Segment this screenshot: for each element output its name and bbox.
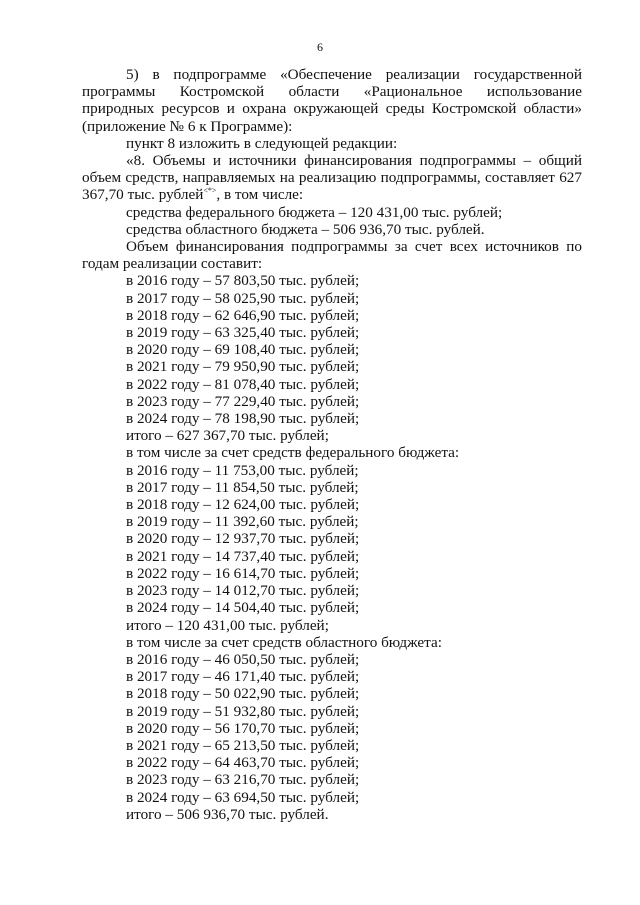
federal-heading: в том числе за счет средств федерального бюджета: — [126, 444, 460, 462]
list-item: в 2021 году – 79 950,90 тыс. рублей; — [126, 358, 360, 376]
list-item: в 2019 году – 11 392,60 тыс. рублей; — [126, 513, 359, 531]
intro-continuation: природных ресурсов и охрана окружающей среды Костромской области» (приложение № 6 к Программе): — [82, 100, 582, 135]
list-item: в 2023 году – 77 229,40 тыс. рублей; — [126, 392, 360, 410]
document-body — [82, 66, 582, 823]
source-federal: средства федерального бюджета – 120 431,00 тыс. рублей; — [126, 203, 503, 221]
federal-list — [82, 462, 582, 634]
item8-text: «8. Объемы и источники финансирования подпрограммы – общий объем средств, направляемых на реализацию подпрограммы, составляет 627 367,70 тыс. рублей — [82, 152, 582, 204]
list-item: в 2021 году – 14 737,40 тыс. рублей; — [126, 547, 360, 565]
list-item: в 2017 году – 58 025,90 тыс. рублей; — [126, 289, 360, 307]
regional-list — [82, 651, 582, 823]
list-item: в 2017 году – 46 171,40 тыс. рублей; — [126, 668, 360, 686]
regional-heading: в том числе за счет средств областного бюджета: — [126, 633, 442, 651]
list-item: в 2016 году – 46 050,50 тыс. рублей; — [126, 650, 360, 668]
by-year-intro: Объем финансирования подпрограммы за счет всех источников по годам реализации составит: — [82, 238, 582, 273]
list-item: в 2018 году – 50 022,90 тыс. рублей; — [126, 685, 360, 703]
list-total: итого – 120 431,00 тыс. рублей; — [126, 616, 329, 634]
intro-line-2: программы Костромской области «Рациональное использование — [82, 83, 582, 101]
item8-text-after: , в том числе: — [216, 186, 304, 204]
list-item: в 2020 году – 69 108,40 тыс. рублей; — [126, 341, 360, 359]
intro-line-1: 5) в подпрограмме «Обеспечение реализации государственной — [126, 66, 582, 83]
instruction-paragraph: пункт 8 изложить в следующей редакции: — [126, 134, 398, 152]
list-item: в 2023 году – 14 012,70 тыс. рублей; — [126, 582, 360, 600]
list-item: в 2020 году – 56 170,70 тыс. рублей; — [126, 719, 360, 737]
list-item: в 2021 году – 65 213,50 тыс. рублей; — [126, 736, 360, 754]
list-item: в 2024 году – 78 198,90 тыс. рублей; — [126, 410, 360, 428]
list-item: в 2024 году – 63 694,50 тыс. рублей; — [126, 788, 360, 806]
list-item: в 2022 году – 81 078,40 тыс. рублей; — [126, 375, 360, 393]
list-item: в 2022 году – 16 614,70 тыс. рублей; — [126, 564, 360, 582]
list-total: итого – 506 936,70 тыс. рублей. — [126, 805, 329, 823]
all-sources-list — [82, 272, 582, 444]
footnote-mark: <*> — [203, 186, 217, 196]
list-item: в 2019 году – 51 932,80 тыс. рублей; — [126, 702, 360, 720]
list-item: в 2024 году – 14 504,40 тыс. рублей; — [126, 599, 360, 617]
list-item: в 2016 году – 11 753,00 тыс. рублей; — [126, 461, 359, 479]
list-item: в 2016 году – 57 803,50 тыс. рублей; — [126, 272, 360, 290]
list-item: в 2019 году – 63 325,40 тыс. рублей; — [126, 324, 360, 342]
item8-paragraph — [82, 152, 582, 204]
list-item: в 2020 году – 12 937,70 тыс. рублей; — [126, 530, 360, 548]
list-item: в 2018 году – 12 624,00 тыс. рублей; — [126, 496, 360, 514]
source-regional: средства областного бюджета – 506 936,70 тыс. рублей. — [126, 220, 485, 238]
list-total: итого – 627 367,70 тыс. рублей; — [126, 427, 329, 445]
list-item: в 2017 году – 11 854,50 тыс. рублей; — [126, 478, 359, 496]
page-number: 6 — [317, 40, 323, 54]
list-item: в 2018 году – 62 646,90 тыс. рублей; — [126, 306, 360, 324]
list-item: в 2022 году – 64 463,70 тыс. рублей; — [126, 754, 360, 772]
list-item: в 2023 году – 63 216,70 тыс. рублей; — [126, 771, 360, 789]
